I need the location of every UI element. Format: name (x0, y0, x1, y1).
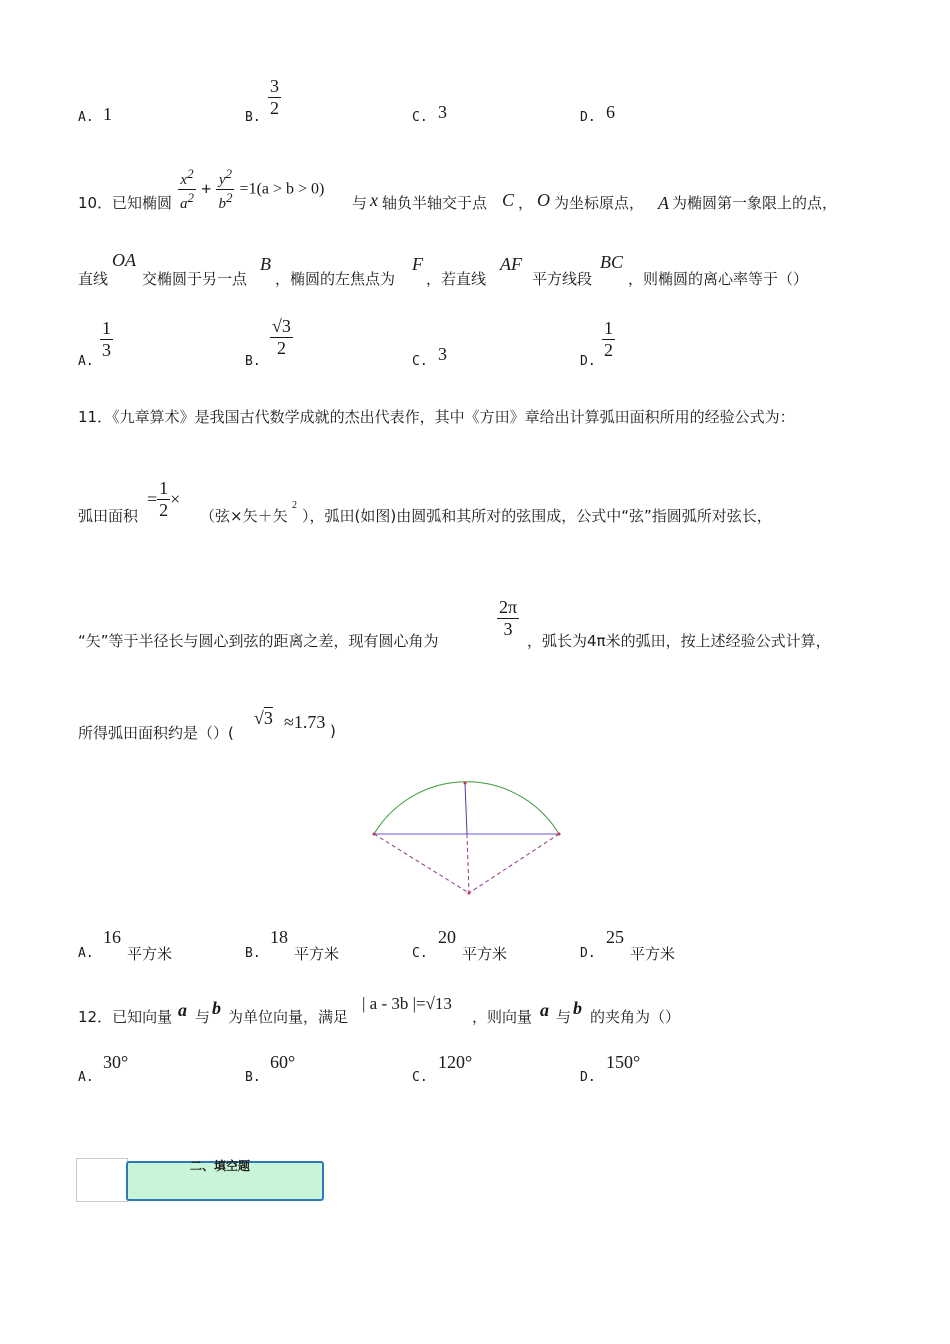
q11-option-c-unit: 平方米 (462, 945, 508, 963)
frac-num: 1 (604, 318, 613, 338)
q9-option-d-value: 6 (606, 102, 615, 122)
frac-den: 3 (497, 618, 519, 640)
q12-expression: | a - 3b |=√13 (362, 994, 452, 1013)
frac-num: 3 (270, 76, 279, 96)
q10-number: 10． (78, 194, 113, 212)
frac-num: 1 (102, 318, 111, 338)
q12-option-a-label: A. (78, 1070, 94, 1085)
q12-option-d-value: 150° (606, 1052, 641, 1072)
q12-option-c-label: C. (412, 1070, 428, 1085)
q12-option-b-value: 60° (270, 1052, 296, 1072)
q10-text-8: ，椭圆的左焦点为 (275, 270, 396, 288)
q11-line-4: 所得弧田面积约是（）( (78, 724, 234, 742)
q10-text-11: ，则椭圆的离心率等于（） (628, 270, 809, 288)
q11-line-1: 11．《九章算术》是我国古代数学成就的杰出代表作，其中《方田》章给出计算弧田面积所用的经验公式为： (78, 408, 795, 426)
q11-option-c-label: C. (412, 946, 428, 961)
q11-formula-half: = $\frac{1}{2}$ × (147, 478, 181, 520)
frac-den: 2 (604, 340, 613, 360)
point-center (468, 892, 471, 895)
q11-option-d-label: D. (580, 946, 596, 961)
q10-option-a-label: A. (78, 354, 94, 369)
q11-option-d-value: 25 (606, 927, 624, 947)
q10-F: F (412, 254, 423, 274)
q10-A: A (658, 193, 669, 213)
q10-B: B (260, 254, 271, 274)
q9-option-c-value: 3 (438, 102, 447, 122)
q10-option-b-fraction (270, 316, 293, 359)
frac-num: √3 (272, 316, 291, 336)
q11-formula-square: 2 (292, 500, 297, 511)
ellipse-eq-rhs: =1(a > b > 0) (239, 180, 325, 198)
radius-left (374, 834, 469, 893)
q11-close-paren: ) (330, 722, 336, 740)
point-top (464, 782, 467, 785)
center-line (467, 834, 469, 893)
q11-option-a-label: A. (78, 946, 94, 961)
q12-vector-b: b (212, 998, 221, 1018)
q11-line-3-a: “矢”等于半径长与圆心到弦的距离之差，现有圆心角为 (78, 632, 439, 650)
section-title: 二、填空题 (190, 1159, 251, 1173)
q12-text-5: 与 (556, 1008, 572, 1026)
q11-approx: ≈1.73 (284, 712, 326, 732)
q12-vector-a-2: a (540, 1000, 549, 1020)
q10-O: O (537, 190, 550, 210)
arc-field-figure (360, 770, 575, 905)
q12-option-d-label: D. (580, 1070, 596, 1085)
frac-den: 3 (102, 340, 111, 360)
q11-sqrt3: √3 (254, 708, 273, 728)
q10-text-9: ，若直线 (426, 270, 487, 288)
point-right (558, 833, 561, 836)
q10-C: C (502, 190, 515, 210)
q10-text-3: 轴负半轴交于点 (382, 194, 488, 212)
q11-option-b-unit: 平方米 (294, 945, 340, 963)
q11-formula-tail: （弦×矢＋矢 (200, 507, 288, 525)
point-left (373, 833, 376, 836)
frac-den: 2 (270, 337, 293, 359)
q12-text-1: 12．已知向量 (78, 1008, 173, 1026)
q9-option-b-label: B. (245, 110, 261, 125)
q10-option-d-fraction (602, 318, 615, 361)
frac-den: 2 (270, 98, 279, 118)
q10-text-7: 交椭圆于另一点 (142, 270, 248, 288)
q12-option-b-label: B. (245, 1070, 261, 1085)
q10-x: x (370, 190, 378, 210)
q11-line-3-b: ，弧长为4π米的弧田，按上述经验公式计算， (527, 632, 831, 650)
q10-option-c-value: 3 (438, 344, 447, 364)
section-header-left-box (76, 1158, 128, 1202)
q12-option-a-value: 30° (103, 1052, 129, 1072)
q9-option-a-label: A. (78, 110, 94, 125)
frac-num: 2π (499, 597, 518, 617)
q11-angle-fraction (497, 597, 519, 640)
q10-option-b-label: B. (245, 354, 261, 369)
q11-area-label: 弧田面积 (78, 507, 139, 525)
q11-option-a-value: 16 (103, 927, 121, 947)
q11-option-a-unit: 平方米 (127, 945, 173, 963)
q10-option-c-label: C. (412, 354, 428, 369)
q9-option-c-label: C. (412, 110, 428, 125)
q12-vector-b-2: b (573, 998, 582, 1018)
q11-line-2-rest: ），弧田(如图)由圆弧和其所对的弦围成，公式中“弦”指圆弧所对弦长， (302, 507, 772, 525)
q12-text-2: 与 (195, 1008, 211, 1026)
q11-option-b-value: 18 (270, 927, 288, 947)
q10-BC: BC (600, 252, 624, 272)
q9-option-d-label: D. (580, 110, 596, 125)
q10-text-10: 平方线段 (532, 270, 593, 288)
q12-text-4: ，则向量 (472, 1008, 533, 1026)
q9-option-b-fraction (268, 76, 281, 119)
q10-comma: ， (518, 194, 534, 212)
q10-text-2: 与 (352, 194, 368, 212)
q10-OA: OA (112, 250, 136, 270)
q10-AF: AF (500, 254, 522, 274)
q10-text-6: 直线 (78, 270, 109, 288)
sagitta (465, 783, 467, 834)
q10-text-1: 已知椭圆 (112, 194, 173, 212)
radius-right (469, 834, 559, 893)
q10-text-5: 为椭圆第一象限上的点， (672, 194, 838, 212)
q12-vector-a: a (178, 1000, 187, 1020)
q11-option-d-unit: 平方米 (630, 945, 676, 963)
q12-text-3: 为单位向量，满足 (228, 1008, 349, 1026)
q10-option-d-label: D. (580, 354, 596, 369)
q9-option-a-value: 1 (103, 104, 112, 124)
q12-option-c-value: 120° (438, 1052, 473, 1072)
q11-option-b-label: B. (245, 946, 261, 961)
q10-text-4: 为坐标原点， (554, 194, 645, 212)
q11-option-c-value: 20 (438, 927, 456, 947)
q12-text-6: 的夹角为（） (590, 1008, 681, 1026)
ellipse-equation: $\frac{x^2}{a^2}$ + $\frac{y^2}{b^2}$ =1(a > b > 0) (180, 166, 325, 212)
q10-option-a-fraction (100, 318, 113, 361)
